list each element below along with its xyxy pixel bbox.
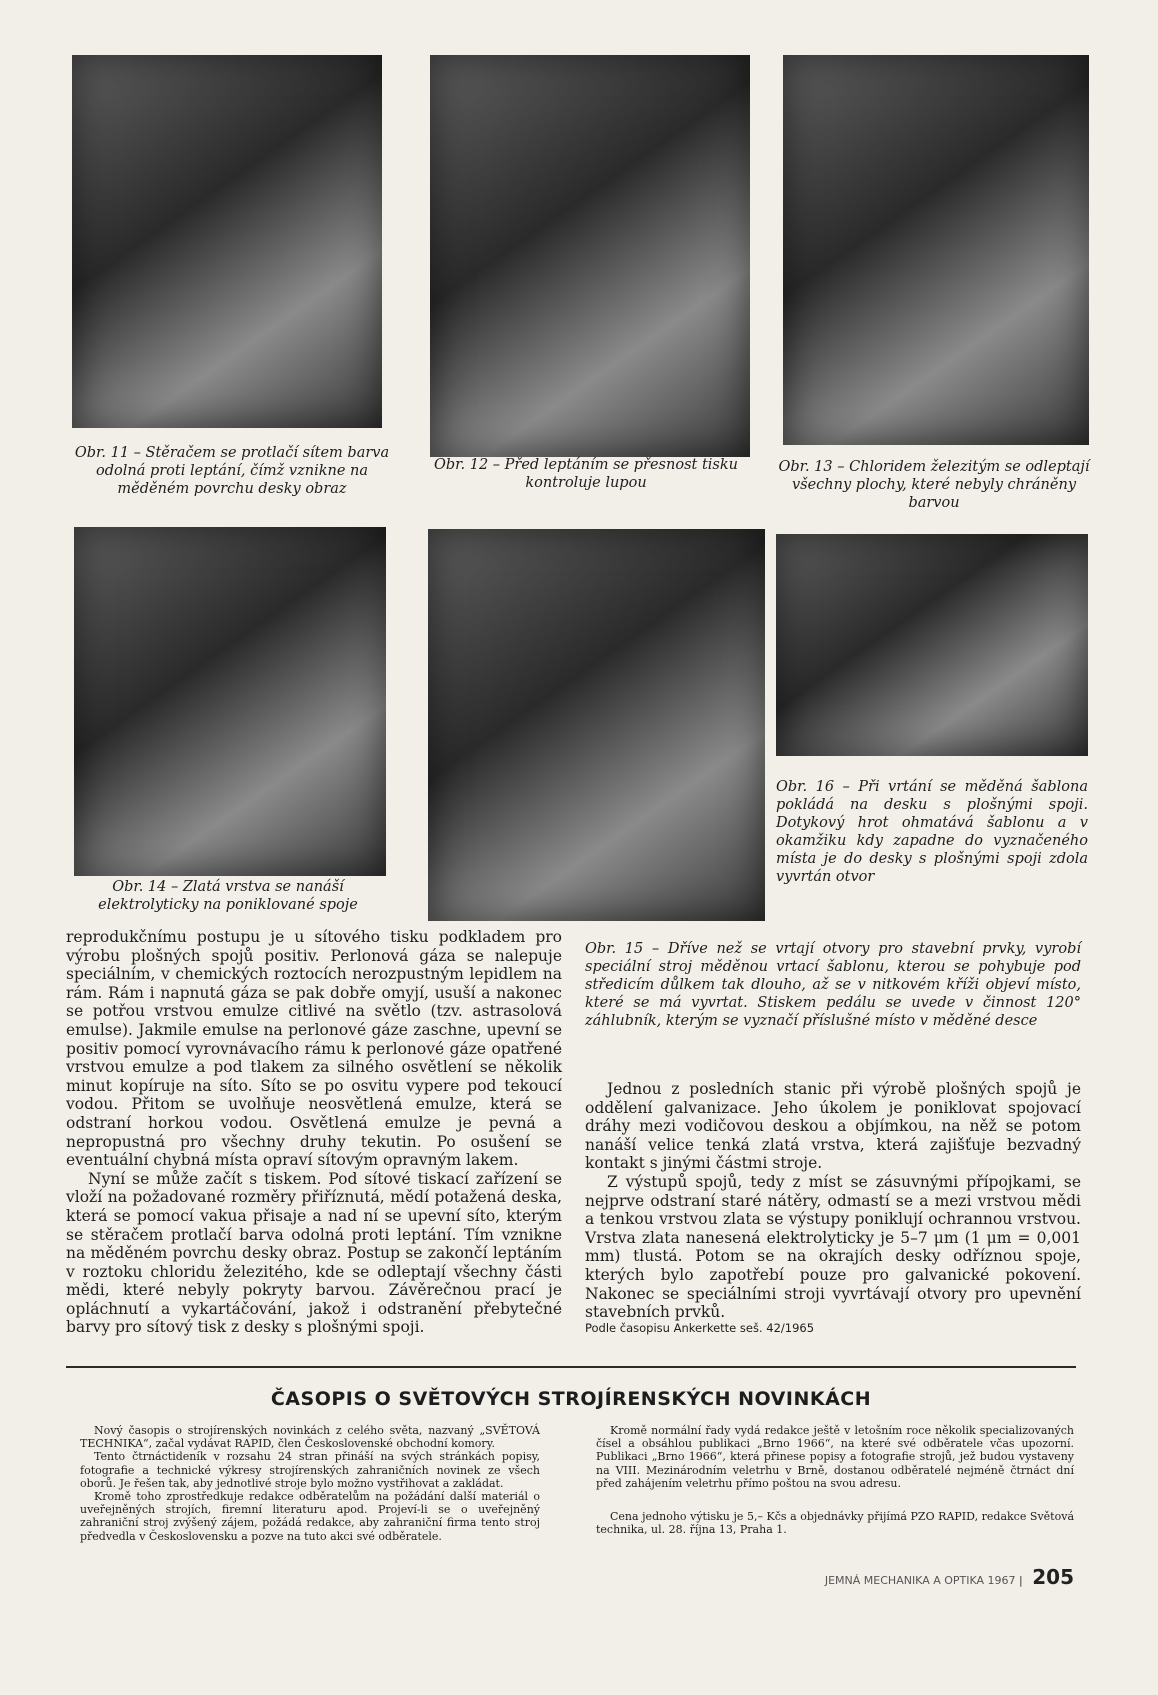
article-right-column [585,1080,1081,1322]
photo-11 [72,55,382,428]
notice-right-paragraph-2: Cena jednoho výtisku je 5,– Kčs a objednávky přijímá PZO RAPID, redakce Světová technika, ul. 28. října 13, Praha 1. [596,1510,1074,1537]
notice-left-paragraph-2: Tento čtrnáctideník v rozsahu 24 stran přináší na svých stránkách popisy, fotografie a technické výkresy strojírenských zahraničních novinek ze všech oborů. Je řešen tak, aby jednotlivé stroje bylo možno vystřihovat a zakládat. [80,1450,540,1490]
caption-11: Obr. 11 – Stěračem se protlačí sítem barva odolná proti leptání, čímž vznikne na měděném povrchu desky obraz [74,445,390,497]
photo-12 [430,55,750,457]
caption-15: Obr. 15 – Dříve než se vrtají otvory pro stavební prvky, vyrobí speciální stroj měděnou vrtací šablonu, kterou se pohybuje pod středicím důlkem tak dlouho, až se v nitkovém kříži objeví místo, které se má vyvrtat. Stiskem pedálu se uvede v činnost 120° záhlubník, kterým se vyznačí příslušné místo v měděné desce [585,941,1081,1029]
article-left-paragraph-2: Nyní se může začít s tiskem. Pod sítové tiskací zařízení se vloží na požadované rozměry přiříznutá, mědí potažená deska, která se pomocí vakua přisaje a nad ní se upevní síto, kterým se stěračem protlačí barva odolná proti leptání. Tím vznikne na měděném povrchu desky obraz. Postup se zakončí leptáním v roztoku chloridu železitého, kde se odleptají všechny části mědi, které nebyly pokryty barvou. Závěrečnou prací je opláchnutí a vykartáčování, jakož i odstranění přebytečné barvy pro sítový tisk z desky s plošnými spoji. [66,1169,562,1337]
photo-13 [783,55,1089,445]
page-number: 205 [1032,1565,1074,1589]
article-right-paragraph-1: Jednou z posledních stanic při výrobě plošných spojů je oddělení galvanizace. Jeho úkolem je poniklovat spojovací dráhy mezi vodičovou deskou a objímkou, na něž se potom nanáší velice tenká zlatá vrstva, která zajišťuje bezvadný kontakt s jinými částmi stroje. [585,1080,1081,1173]
article-right-paragraph-2: Z výstupů spojů, tedy z míst se zásuvnými přípojkami, se nejprve odstraní staré nátěry, odmastí se a mezi vrstvou mědi a tenkou vrstvou zlata se výstupy poniklují ochrannou vrstvou. Vrstva zlata nanesená elektrolyticky je 5–7 μm (1 μm = 0,001 mm) tlustá. Potom se na okrajích desky odříznou spoje, kterých bylo zapotřebí pouze pro galvanické pokovení. Nakonec se speciálními stroji vyvrtávají otvory pro upevnění stavebních prvků. [585,1172,1081,1322]
section-divider [66,1366,1076,1368]
page-footer: JEMNÁ MECHANIKA A OPTIKA 1967 | 205 [824,1565,1074,1589]
article-left-column [66,928,562,1337]
caption-16: Obr. 16 – Při vrtání se měděná šablona pokládá na desku s plošnými spoji. Dotykový hrot ohmatává šablonu a v okamžiku kdy zapadne do vyznačeného místa je do desky s plošnými spoji zdola vyvrtán otvor [776,779,1088,885]
footer-journal-title: JEMNÁ MECHANIKA A OPTIKA 1967 [824,1574,1016,1587]
notice-heading: ČASOPIS O SVĚTOVÝCH STROJÍRENSKÝCH NOVINKÁCH [270,1388,872,1410]
caption-13: Obr. 13 – Chloridem železitým se odleptají všechny plochy, které nebyly chráněny barvou [778,459,1090,511]
photo-16 [776,534,1088,756]
photo-14 [74,527,386,876]
notice-left-paragraph-3: Kromě toho zprostředkuje redakce odběratelům na požádání další materiál o uveřejněných strojích, firemní literaturu apod. Projeví-li se o uveřejněný zahraniční stroj zvýšený zájem, požádá redakce, aby zahraniční firma tento stroj předvedla v Československu a pozve na tuto akci své odběratele. [80,1490,540,1543]
notice-left-paragraph-1: Nový časopis o strojírenských novinkách z celého světa, nazvaný „SVĚTOVÁ TECHNIKA“, začal vydávat RAPID, člen Československé obchodní komory. [80,1424,540,1451]
caption-12: Obr. 12 – Před leptáním se přesnost tisku kontroluje lupou [434,457,738,491]
notice-right-column [596,1424,1074,1536]
notice-right-paragraph-1: Kromě normální řady vydá redakce ještě v letošním roce několik specializovaných čísel a obsáhlou publikaci „Brno 1966“, na které své odběratele včas upozorní. Publikaci „Brno 1966“, která přinese popisy a fotografie strojů, jež budou vystaveny na VIII. Mezinárodním veletrhu v Brně, dostanou odběratelé nejméně čtrnáct dní před zahájením veletrhu přímo poštou na svou adresu. [596,1424,1074,1490]
caption-14: Obr. 14 – Zlatá vrstva se nanáší elektrolyticky na poniklované spoje [98,879,358,913]
photo-15 [428,529,765,921]
article-source: Podle časopisu Ankerkette seš. 42/1965 [585,1321,815,1335]
notice-left-column [80,1424,540,1543]
article-left-paragraph-1: reprodukčnímu postupu je u sítového tisku podkladem pro výrobu plošných spojů positiv. Perlonová gáza se nalepuje speciálním, v chemických roztocích nerozpustným lepidlem na rám. Rám i napnutá gáza se pak dobře omyjí, usuší a nakonec se potřou vrstvou emulze citlivé na světlo (tzv. astrasolová emulse). Jakmile emulse na perlonové gáze zaschne, upevní se positiv pomocí vyrovnávacího rámu k perlonové gáze opatřené vrstvou emulze a pod tlakem za silného osvětlení se několik minut kopíruje na síto. Síto se po osvitu vypere pod tekoucí vodou. Přitom se uvolňuje neosvětlená emulze, která se odstraní horkou vodou. Osvětlená emulze je pevná a nepropustná pro všechny druhy tekutin. Po osušení se eventuální chybná místa opraví sítovým opravným lakem. [66,928,562,1170]
